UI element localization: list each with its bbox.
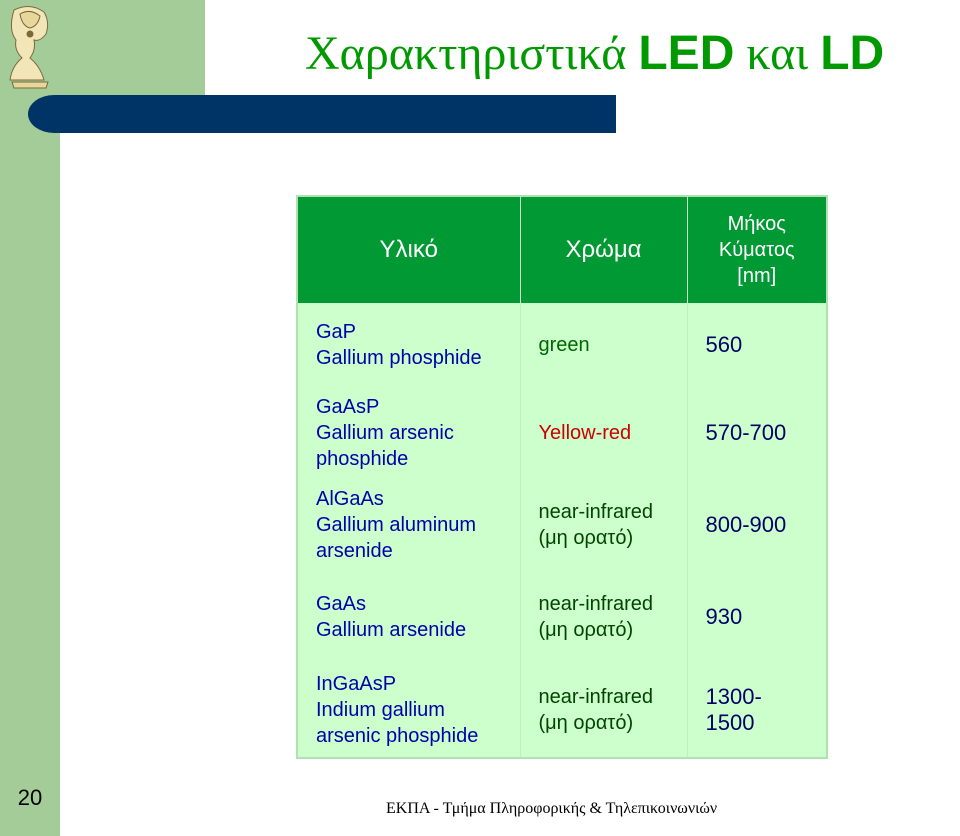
table-row — [297, 479, 827, 571]
color-note: (μη ορατό) — [538, 619, 634, 641]
color-value: green — [538, 334, 590, 356]
material-formula: InGaAsP — [316, 673, 397, 695]
color-cell — [520, 663, 687, 758]
color-note: (μη ορατό) — [538, 527, 634, 549]
wavelength-value-cont: 1500 — [705, 710, 755, 735]
material-name: Gallium phosphide — [316, 347, 482, 369]
material-cell — [297, 479, 520, 571]
wavelength-cell — [687, 479, 827, 571]
material-name-cont: arsenic phosphide — [316, 725, 479, 747]
wavelength-cell — [687, 387, 827, 479]
wavelength-value: 1300- — [705, 684, 762, 709]
material-cell — [297, 303, 520, 387]
color-value: near-infrared — [538, 501, 654, 523]
material-cell — [297, 571, 520, 663]
color-value: Yellow-red — [538, 422, 632, 444]
material-name: Gallium arsenic — [316, 422, 454, 444]
led-characteristics-table — [296, 195, 828, 759]
title-led: LED — [638, 27, 735, 80]
material-formula: GaAs — [316, 593, 367, 615]
table-row — [297, 387, 827, 479]
material-cell — [297, 663, 520, 758]
slide-number: 20 — [17, 785, 43, 810]
table-row — [297, 303, 827, 387]
material-cell — [297, 387, 520, 479]
material-formula: GaP — [316, 321, 357, 343]
header-wavelength-line2: Κύματος — [718, 239, 795, 261]
title-greek: Χαρακτηριστικά — [305, 27, 639, 80]
wavelength-value: 560 — [705, 332, 743, 357]
header-color: Χρώμα — [520, 196, 687, 303]
slide-title — [305, 26, 884, 82]
material-name: Gallium aluminum — [316, 514, 477, 536]
athena-logo-icon — [0, 0, 60, 96]
header-wavelength-line3: [nm] — [737, 265, 777, 287]
wavelength-value: 800-900 — [705, 512, 787, 537]
color-cell — [520, 571, 687, 663]
table-row — [297, 571, 827, 663]
header-material: Υλικό — [297, 196, 520, 303]
color-cell — [520, 387, 687, 479]
wavelength-value: 570-700 — [705, 420, 787, 445]
material-name: Gallium arsenide — [316, 619, 467, 641]
wavelength-cell — [687, 663, 827, 758]
header-wavelength — [687, 196, 827, 303]
material-formula: AlGaAs — [316, 488, 384, 510]
color-value: near-infrared — [538, 686, 654, 708]
wavelength-cell — [687, 571, 827, 663]
material-name-cont: arsenide — [316, 540, 393, 562]
color-cell — [520, 303, 687, 387]
color-value: near-infrared — [538, 593, 654, 615]
table-row — [297, 663, 827, 758]
color-note: (μη ορατό) — [538, 712, 634, 734]
material-formula: GaAsP — [316, 396, 380, 418]
header-wavelength-line1: Μήκος — [727, 213, 786, 235]
table-header-row — [297, 196, 827, 303]
material-name: Indium gallium — [316, 699, 445, 721]
material-name-cont: phosphide — [316, 448, 409, 470]
title-kai: και — [734, 27, 821, 80]
title-underline-bar — [28, 95, 616, 133]
wavelength-value: 930 — [705, 604, 743, 629]
title-ld: LD — [820, 27, 885, 80]
wavelength-cell — [687, 303, 827, 387]
footer-text: ΕΚΠΑ - Τμήμα Πληροφορικής & Τηλεπικοινωνιών — [386, 800, 718, 817]
color-cell — [520, 479, 687, 571]
